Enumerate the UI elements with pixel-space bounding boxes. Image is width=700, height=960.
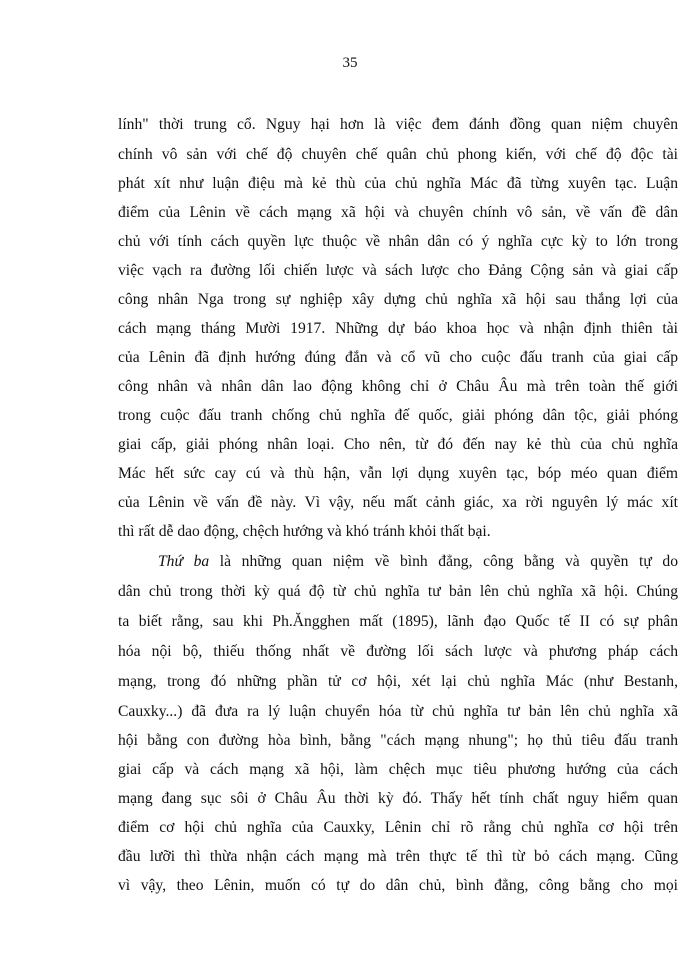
- text-line: mạng đang sục sôi ở Châu Âu thời kỳ đó. Thấy hết tính chất nguy hiểm quan: [118, 790, 678, 807]
- text-line: lính" thời trung cổ. Nguy hại hơn là việc đem đánh đồng quan niệm chuyên: [118, 116, 678, 133]
- line-rest: là những quan niệm về bình đẳng, công bằng và quyền tự do: [209, 553, 679, 570]
- italic-lead: Thứ ba: [158, 553, 210, 570]
- text-line: [158, 552, 678, 572]
- text-line: điểm cơ hội chủ nghĩa của Cauxky, Lênin chỉ rõ rằng chủ nghĩa cơ hội trên: [118, 819, 678, 836]
- text-line: của Lênin đã định hướng đúng đắn và cổ vũ cho cuộc đấu tranh của giai cấp: [118, 349, 678, 366]
- text-line: việc vạch ra đường lối chiến lược và sách lược cho Đảng Cộng sản và giai cấp: [118, 262, 678, 279]
- text-line: vì vậy, theo Lênin, muốn có tự do dân chủ, bình đẳng, công bằng cho mọi: [118, 877, 678, 894]
- text-line: công nhân và nhân dân lao động không chỉ ở Châu Âu mà trên toàn thế giới: [118, 378, 678, 395]
- text-line: hóa nội bộ, thiếu thống nhất về đường lối sách lược và phương pháp cách: [118, 643, 678, 660]
- page-number: 35: [342, 55, 358, 71]
- text-line: trong cuộc đấu tranh chống chủ nghĩa đế quốc, giải phóng dân tộc, giải phóng: [118, 407, 678, 424]
- text-line: công nhân Nga trong sự nghiệp xây dựng chủ nghĩa xã hội sau thắng lợi của: [118, 291, 678, 308]
- text-line: giai cấp, giải phóng nhân loại. Cho nên, từ đó đến nay kẻ thù của chủ nghĩa: [118, 436, 678, 453]
- text-line: dân chủ trong thời kỳ quá độ từ chủ nghĩa tư bản lên chủ nghĩa xã hội. Chúng: [118, 583, 678, 600]
- text-line: Mác hết sức cay cú và thù hận, vẫn lợi dụng xuyên tạc, bóp méo quan điểm: [118, 465, 678, 482]
- text-line: cách mạng tháng Mười 1917. Những dự báo khoa học và nhận định thiên tài: [118, 320, 678, 337]
- text-line: Cauxky...) đã đưa ra lý luận chuyển hóa từ chủ nghĩa tư bản lên chủ nghĩa xã: [118, 703, 678, 720]
- text-line: của Lênin về vấn đề này. Vì vậy, nếu mất cảnh giác, xa rời nguyên lý mác xít: [118, 494, 678, 511]
- text-line: phát xít như luận điệu mà kẻ thù của chủ nghĩa Mác đã từng xuyên tạc. Luận: [118, 175, 678, 192]
- text-line: giai cấp và cách mạng xã hội, làm chệch mục tiêu phương hướng của cách: [118, 761, 678, 778]
- text-line: mạng, trong đó những phần tử cơ hội, xét lại chủ nghĩa Mác (như Bestanh,: [118, 673, 678, 690]
- text-line: ta biết rằng, sau khi Ph.Ăngghen mất (1895), lãnh đạo Quốc tế II có sự phân: [118, 613, 678, 630]
- text-line: điểm của Lênin về cách mạng xã hội và chuyên chính vô sản, về vấn đề dân: [118, 204, 678, 221]
- text-line: chủ với tính cách quyền lực thuộc về nhân dân có ý nghĩa cực kỳ to lớn trong: [118, 233, 678, 250]
- text-line: hội bằng con đường hòa bình, bằng "cách mạng nhung"; họ thủ tiêu đấu tranh: [118, 732, 678, 749]
- text-line: thì rất dễ dao động, chệch hướng và khó tránh khỏi thất bại.: [118, 523, 491, 540]
- text-line: chính vô sản với chế độ chuyên chế quân chủ phong kiến, với chế độ độc tài: [118, 146, 678, 163]
- text-line: đầu lưỡi thì thừa nhận cách mạng mà trên thực tế thì từ bỏ cách mạng. Cũng: [118, 848, 678, 865]
